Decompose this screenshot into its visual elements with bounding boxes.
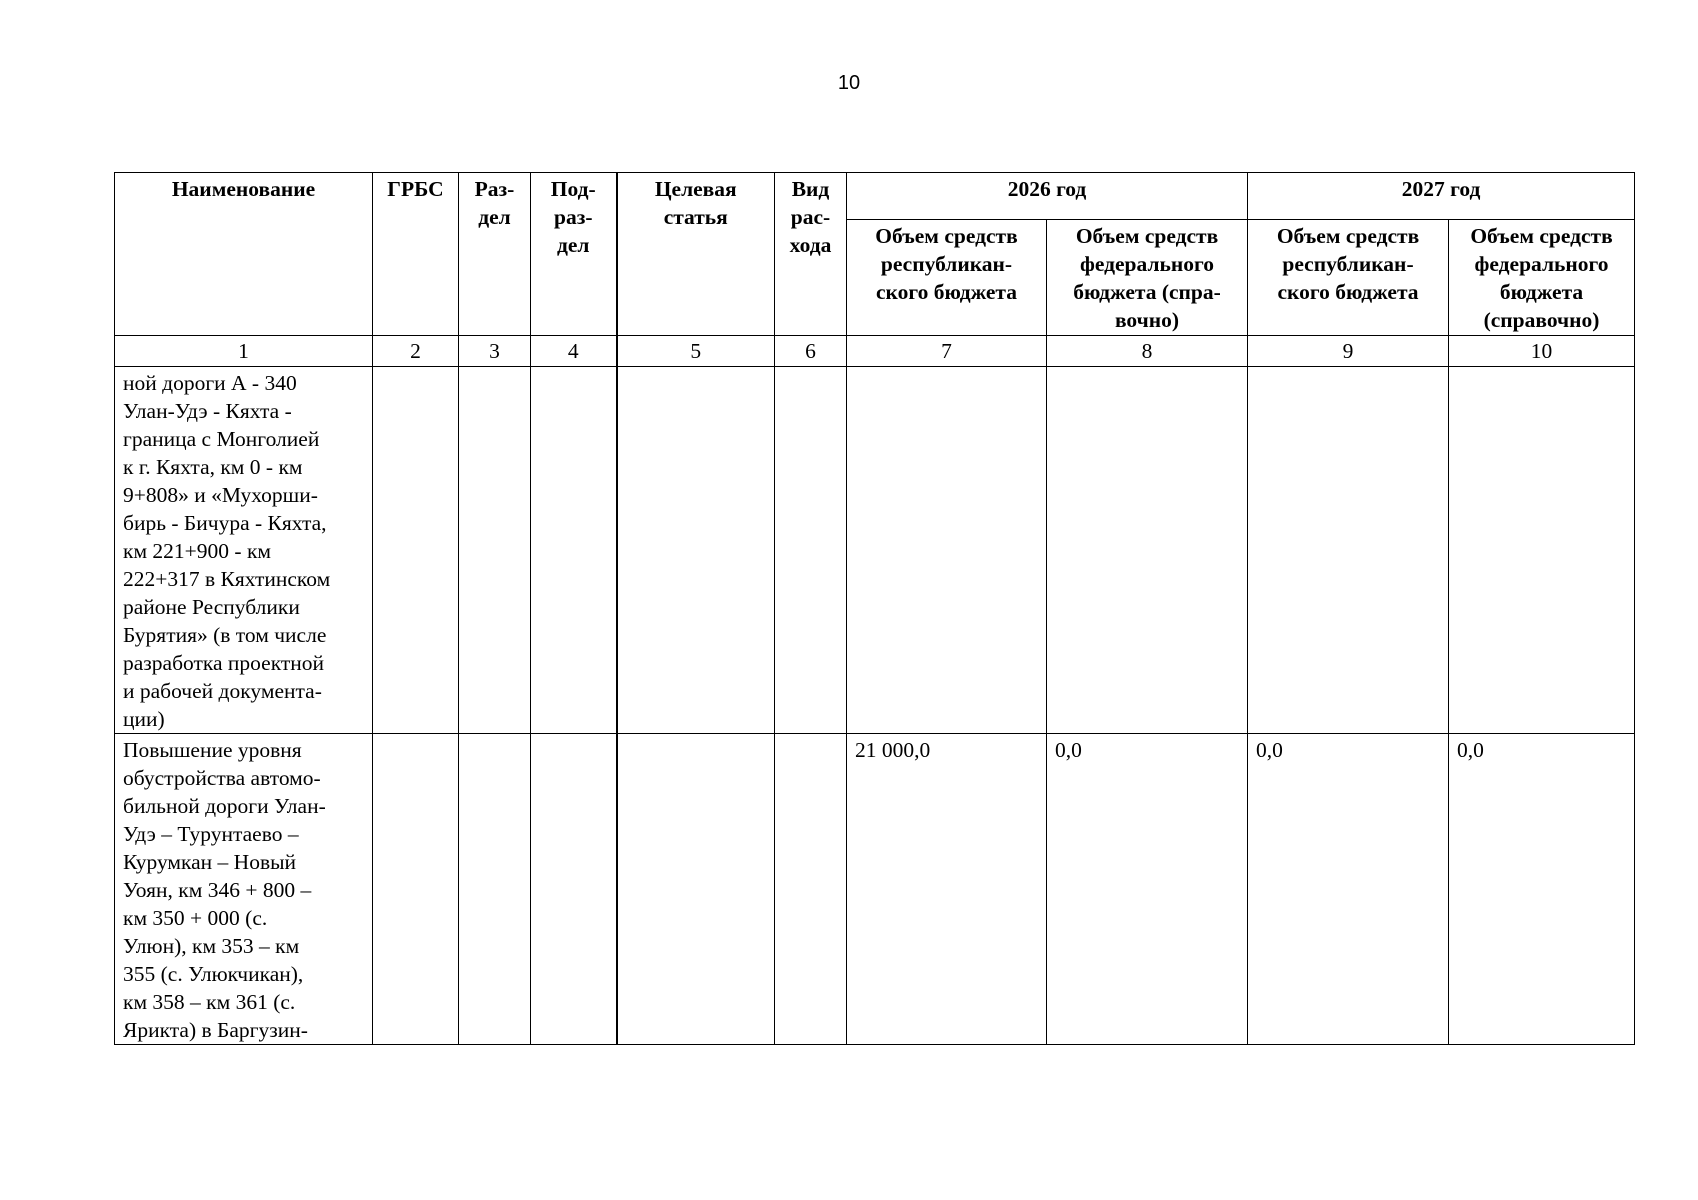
row-vid-rashoda [775,734,847,1045]
header-vid-rashoda: Вид рас- хода [775,173,847,336]
header-razdel: Раз- дел [459,173,531,336]
column-numbers-row [115,336,1635,367]
header-podrazdel: Под- раз- дел [531,173,617,336]
header-name: Наименование [115,173,373,336]
column-number: 7 [847,336,1047,367]
header-grbs: ГРБС [373,173,459,336]
row-2026-federal [1047,367,1248,734]
header-2026-republican: Объем средств республикан- ского бюджета [847,220,1047,336]
row-2027-republican: 0,0 [1248,734,1449,1045]
row-2026-federal: 0,0 [1047,734,1248,1045]
table-row [115,367,1635,734]
header-year-2026: 2026 год [847,173,1248,220]
row-grbs [373,367,459,734]
column-number: 1 [115,336,373,367]
header-row [115,173,1635,220]
row-vid-rashoda [775,367,847,734]
column-number: 8 [1047,336,1248,367]
column-number: 2 [373,336,459,367]
column-number: 5 [617,336,775,367]
row-2026-republican: 21 000,0 [847,734,1047,1045]
column-number: 10 [1449,336,1635,367]
header-2027-federal: Объем средств федерального бюджета (справочно) [1449,220,1635,336]
row-razdel [459,734,531,1045]
budget-table [114,172,1635,1045]
row-celevaya-statya [617,367,775,734]
row-2027-federal [1449,367,1635,734]
row-2027-republican [1248,367,1449,734]
header-2026-federal: Объем средств федерального бюджета (спра- вочно) [1047,220,1248,336]
column-number: 4 [531,336,617,367]
header-celevaya-statya: Целевая статья [617,173,775,336]
header-2027-republican: Объем средств республикан- ского бюджета [1248,220,1449,336]
row-grbs [373,734,459,1045]
header-year-2027: 2027 год [1248,173,1635,220]
row-name: Повышение уровня обустройства автомо- бильной дороги Улан- Удэ – Турунтаево – Курумкан – Новый Уоян, км 346 + 800 – км 350 + 000 (с. Улюн), км 353 – км 355 (с. Улюкчикан), км 358 – км 361 (с. Ярикта) в Баргузин- [115,734,373,1045]
table-row [115,734,1635,1045]
row-2026-republican [847,367,1047,734]
row-podrazdel [531,734,617,1045]
row-razdel [459,367,531,734]
row-podrazdel [531,367,617,734]
column-number: 6 [775,336,847,367]
page-number: 10 [837,72,861,94]
row-2027-federal: 0,0 [1449,734,1635,1045]
row-name: ной дороги А - 340 Улан-Удэ - Кяхта - граница с Монголией к г. Кяхта, км 0 - км 9+808» и «Мухорши- бирь - Бичура - Кяхта, км 221+900 - км 222+317 в Кяхтинском районе Республики Бурятия» (в том числе разработка проектной и рабочей документа- ции) [115,367,373,734]
row-celevaya-statya [617,734,775,1045]
column-number: 9 [1248,336,1449,367]
column-number: 3 [459,336,531,367]
